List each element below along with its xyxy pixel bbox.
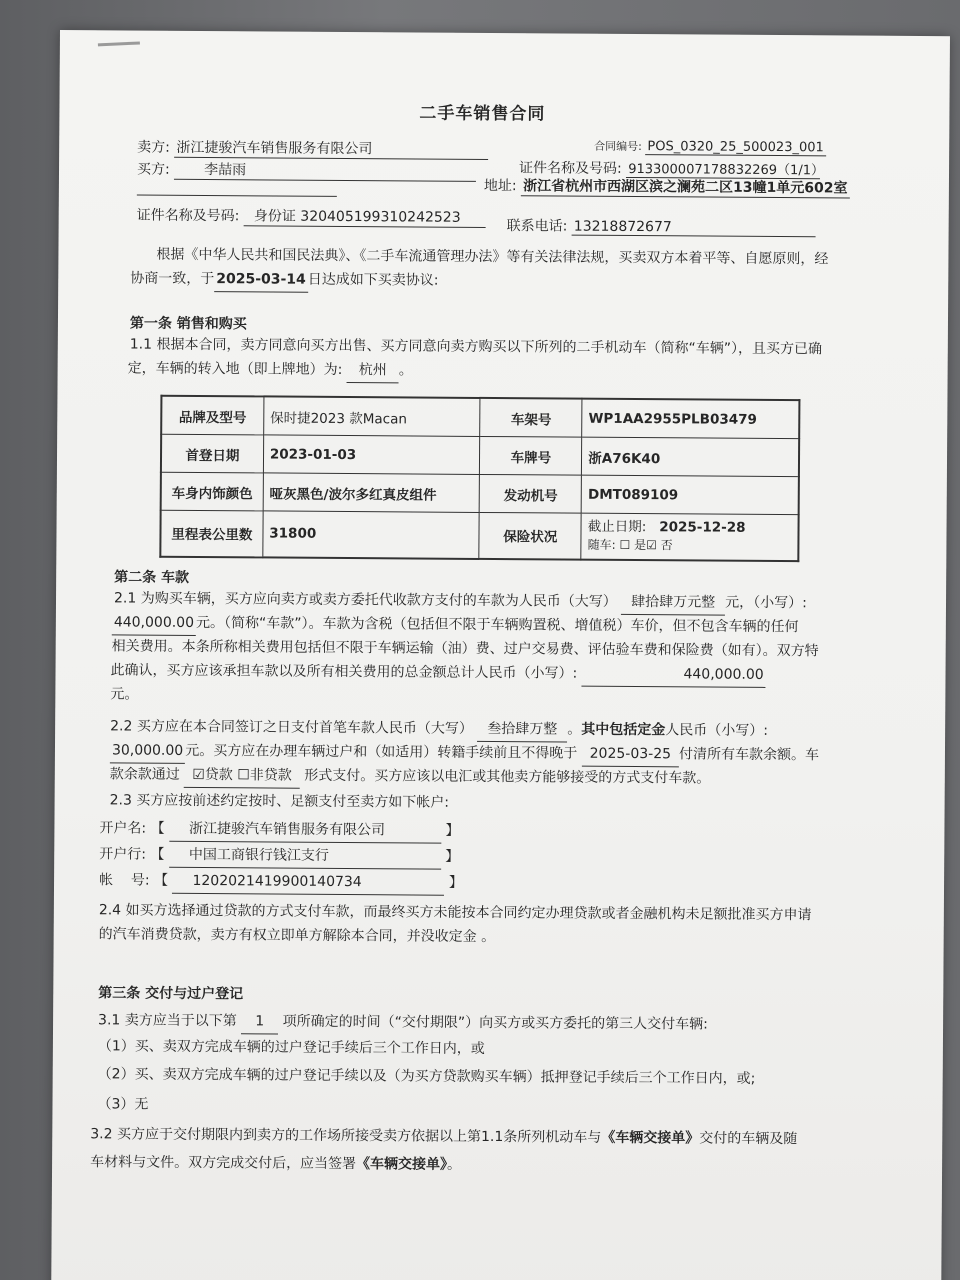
table-row: [161, 396, 799, 439]
article-2-line-11: 的汽车消费贷款，卖方有权立即单方解除本合同，并没收定金 。: [98, 926, 496, 946]
delivery-option-1: （1）买、卖双方完成车辆的过户登记手续后三个工作日内，或: [97, 1038, 485, 1057]
phone-row: [507, 215, 816, 237]
engine-value: DMT089109: [581, 475, 799, 515]
article-3-title: 第三条 交付与过户登记: [98, 985, 244, 1003]
article-1-title: 第一条 销售和购买: [129, 315, 247, 333]
art2-text-7b: 元。买方应在办理车辆过户和（如适用）转籍手续前且不得晚于: [185, 742, 578, 762]
engine-label: 发动机号: [480, 474, 582, 513]
mileage-value: 31800: [263, 511, 480, 559]
vin-value: WP1AA2955PLB03479: [582, 399, 800, 439]
article-2-line-9: 2.3 买方应按前述约定按时、足额支付至卖方如下帐户:: [109, 792, 450, 811]
buyer-name: 李喆雨: [174, 159, 476, 182]
buyer-line-extension: [137, 181, 337, 197]
brand-label: 品牌及型号: [161, 396, 264, 435]
account-name: 浙江捷骏汽车销售服务有限公司: [169, 817, 441, 844]
article-2-title: 第二条 车款: [114, 569, 190, 586]
art2-text-1b: 元，（小写）:: [725, 594, 807, 612]
deposit-amount: 30,000.00: [110, 738, 185, 764]
account-name-label: 开户名:: [99, 820, 147, 837]
intro-text-a: 协商一致，于: [130, 270, 215, 288]
insurance-value: [581, 513, 799, 561]
art2-text-6b: 。: [567, 721, 582, 738]
deposit-included: 其中包括定金: [581, 721, 666, 739]
handover-form-ref-1: 《车辆交接单》: [601, 1129, 700, 1147]
transfer-city: 杭州: [347, 358, 399, 383]
insurance-date: 2025-12-28: [659, 519, 746, 537]
art3-text-3b: 。: [447, 1156, 462, 1173]
buyer-row: [137, 159, 476, 182]
intro-line-1: 根据《中华人民共和国民法典》、《二手车流通管理办法》等有关法律法规，买卖双方本着平等、自愿原则，经: [156, 246, 829, 268]
seller-row: [137, 137, 488, 160]
art3-text-1b: 项所确定的时间（“交付期限”）向买方或买方委托的第三人交付车辆:: [282, 1013, 708, 1033]
contract-page: [51, 30, 950, 1280]
art3-text-2b: 交付的车辆及随: [699, 1130, 798, 1148]
account-no-label: 帐 号:: [99, 872, 150, 889]
delivery-item: 1: [241, 1009, 278, 1034]
reg-date-value: 2023-01-03: [263, 435, 480, 475]
article-2-line-3: 相关费用。本条所称相关费用包括但不限于车辆运输（油）费、过户交易费、评估验车费和保险费（如有）。双方特: [111, 638, 819, 660]
contract-no-label: 合同编号:: [594, 139, 642, 154]
art3-text-2a: 3.2 买方应于交付期限内到卖方的工作场所接受卖方依据以上第1.1条所列机动车与: [90, 1126, 602, 1146]
article-3-line-3: [90, 1150, 461, 1177]
price-in-words: 肆拾肆万元整: [621, 590, 725, 616]
art2-text-6a: 2.2 买方应在本合同签订之日支付首笔车款人民币（大写）: [110, 718, 473, 737]
delivery-option-2: （2）买、卖双方完成车辆的过户登记手续以及（为买方贷款购买车辆）抵押登记手续后三个工作日内，或;: [97, 1066, 756, 1087]
insurance-label: 保险状况: [479, 512, 581, 559]
vin-label: 车架号: [480, 398, 582, 437]
reg-date-label: 首登日期: [161, 434, 264, 473]
seller-name: 浙江捷骏汽车销售服务有限公司: [174, 137, 488, 160]
staple: [98, 41, 140, 46]
art2-text-8a: 款余款通过: [109, 766, 180, 783]
document-title: 二手车销售合同: [419, 103, 546, 125]
article-1-text: 定，车辆的转入地（即上牌地）为:: [127, 360, 343, 378]
article-3-line-2: [90, 1122, 797, 1151]
address-value: 浙江省杭州市西湖区滨之澜苑二区13幢1单元602室: [521, 175, 850, 198]
price-in-figures: 440,000.00: [112, 610, 196, 636]
contract-no-value: POS_0320_25_500023_001: [645, 139, 825, 156]
article-2-line-8: [110, 762, 711, 791]
seller-cert-value: 913300007178832269（1/1）: [626, 158, 820, 179]
table-row: [160, 510, 798, 560]
address-label: 地址:: [483, 177, 517, 195]
seller-label: 卖方:: [137, 139, 170, 156]
first-payment-words: 叁拾肆万整: [477, 717, 567, 743]
art3-text-3a: 车材料与文件。双方完成交付后，应当签署: [90, 1154, 357, 1173]
article-2-line-10: 2.4 如买方选择通过贷款的方式支付车款，而最终买方未能按本合同约定办理贷款或者金融机构未足额批准买方申请: [98, 902, 812, 924]
plate-value: 浙A76K40: [582, 437, 800, 477]
bank-label: 开户行:: [99, 846, 147, 863]
account-no-row: 帐 号: 【 1202021419900140734 】: [99, 868, 463, 896]
article-2-line-5: 元。: [110, 686, 139, 703]
article-2-line-4: [110, 658, 765, 688]
seller-cert-label: 证件名称及号码:: [518, 160, 622, 177]
vehicle-info-table: [159, 395, 800, 562]
table-row: [161, 434, 799, 476]
intro-line-2: [130, 266, 438, 293]
account-name-row: 开户名: 【 浙江捷骏汽车销售服务有限公司 】: [99, 816, 459, 844]
phone-label: 联系电话:: [506, 218, 568, 235]
intro-date: 2025-03-14: [214, 267, 308, 293]
address-row: [484, 175, 850, 199]
article-1-line-2: [128, 356, 413, 383]
contract-no-row: [594, 138, 826, 157]
bank-name: 中国工商银行钱江支行: [169, 843, 441, 870]
art2-text-1a: 2.1 为购买车辆，买方应向卖方或卖方委托代收款方支付的车款为人民币（大写）: [113, 590, 617, 610]
article-1-end: 。: [398, 362, 413, 379]
art2-text-2b: 元。（简称“车款”）。车款为含税（包括但不限于车辆购置税、增值税）车价，但不包含车辆的任何: [195, 614, 799, 636]
art2-text-8b: 形式支付。买方应该以电汇或其他卖方能够接受的方式支付车款。: [304, 767, 711, 787]
color-value: 哑灰黑色/波尔多红真皮组件: [263, 473, 480, 513]
insurance-date-label: 截止日期:: [587, 518, 647, 536]
buyer-cert-value: 身份证 320405199310242523: [244, 205, 486, 228]
buyer-cert-label: 证件名称及号码:: [136, 207, 240, 225]
insurance-date-row: [588, 518, 792, 537]
article-3-line-1: [98, 1008, 708, 1037]
insurance-with-car: 随车: ☐ 是☑ 否: [587, 537, 673, 553]
art2-text-6d: 人民币（小写）:: [665, 722, 769, 739]
delivery-option-3: （3）无: [97, 1096, 149, 1113]
buyer-cert-row: [137, 205, 486, 228]
color-label: 车身内饰颜色: [161, 472, 264, 511]
brand-value: 保时捷2023 款Macan: [263, 396, 480, 436]
total-amount: 440,000.00: [582, 662, 766, 688]
handover-form-ref-2: 《车辆交接单》: [356, 1156, 448, 1173]
intro-text-b: 日达成如下买卖协议:: [307, 271, 439, 289]
article-1-line-1: 1.1 根据本合同，卖方同意向买方出售、买方同意向卖方购买以下所列的二手机动车（简称“车辆”），且买方已确: [129, 336, 823, 358]
mileage-label: 里程表公里数: [160, 510, 263, 557]
buyer-label: 买方:: [136, 161, 170, 178]
bank-row: 开户行: 【 中国工商银行钱江支行 】: [99, 842, 459, 870]
plate-label: 车牌号: [480, 436, 582, 475]
account-no: 1202021419900140734: [172, 869, 444, 896]
balance-due-date: 2025-03-25: [582, 742, 680, 768]
phone-value: 13218872677: [572, 219, 816, 238]
table-row: [161, 472, 799, 514]
art3-text-1a: 3.1 卖方应当于以下第: [98, 1012, 237, 1030]
art2-text-7c: 付清所有车款余额。车: [678, 746, 820, 764]
payment-method: ☑贷款 ☐非贷款: [184, 763, 300, 789]
art2-text-4: 此确认，买方应该承担车款以及所有相关费用的总金额总计人民币（小写）:: [110, 662, 578, 682]
